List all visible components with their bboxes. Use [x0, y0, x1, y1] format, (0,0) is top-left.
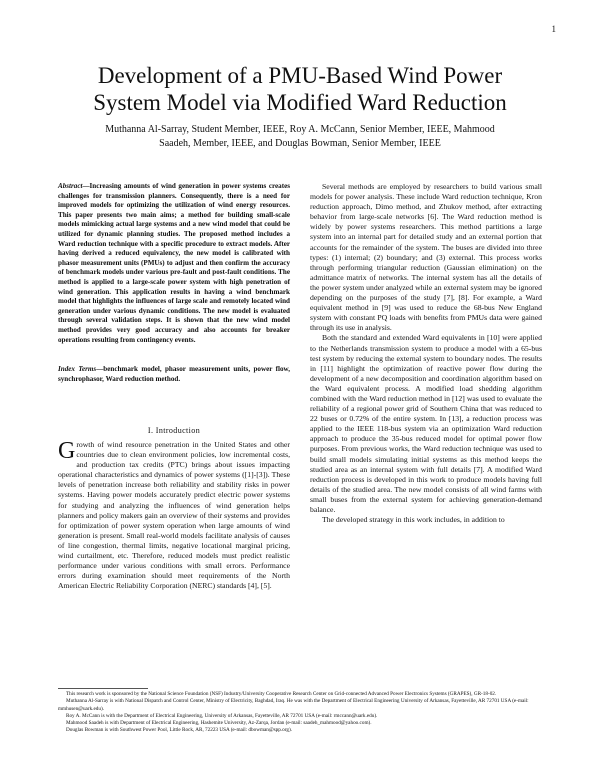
footnote-author-1: Muthanna Al-Sarray is with National Dispatch and Control Center, Ministry of Electricity, Baghdad, Iraq. He was with the Department of Electrical Engineering University of Arkansas, Fayetteville, AR 72701 USA (e-mail: mmhusen@uark.edu). [58, 698, 529, 712]
footnote-divider [58, 688, 148, 689]
intro-paragraph [58, 440, 290, 591]
right-column [310, 182, 542, 525]
authors-line-2: Saadeh, Member, IEEE, and Douglas Bowman, Senior Member, IEEE [159, 138, 441, 149]
abstract [58, 182, 290, 345]
footnotes [58, 691, 548, 735]
footnote-author-4: Douglas Bowman is with Southwest Power Pool, Little Rock, AR, 72223 USA (e-mail: dbowman@spp.org). [66, 727, 293, 734]
index-terms-text: —benchmark model, phasor measurement units, power flow, synchrophasor, Ward reduction method. [58, 365, 290, 383]
footnote-author-2: Roy A. McCann is with the Department of Electrical Engineering, University of Arkansas, Fayetteville, AR 72701 USA (e-mail: rmccann@uark.edu). [66, 712, 378, 719]
footnote-author-3: Mahmood Saadeh is with Department of Electrical Engineering, Hashemite University, Az-Zarqa, Jordan (e-mail: saadeh_mahmood@yahoo.com). [66, 720, 372, 727]
intro-dropcap: G [58, 438, 76, 464]
section-heading: I. Introduction [147, 426, 201, 435]
authors-line-1: Muthanna Al-Sarray, Student Member, IEEE, Roy A. McCann, Senior Member, IEEE, Mahmood [105, 124, 495, 135]
right-paragraph-3: The developed strategy in this work includes, in addition to [322, 515, 505, 525]
right-paragraph-2: Both the standard and extended Ward equivalents in [10] were applied to the Netherlands transmission system to produce a model with a 65-bus test system by reducing the external system to boundary nodes. The results in [11] highlight the optimization of reactive power flow during the development of a new decomposition and coordination algorithm based on the Ward equivalent process. A modified load shedding algorithm combined with the Ward reduction method in [12] was used to evaluate the reliability of a regional power grid of Southern China that was reduced to 22 buses or 0.72% of the entire system. In [13], a reduction process was applied to the IEEE 118-bus system via an optimization Ward reduction approach to produce the 35-bus reduced model for optimal power flow purposes. From previous works, the Ward reduction technique was used to build small models simulating initial systems as this method keeps the studied area as an internal system with full details [7]. A modified Ward reduction process is developed in this work to produce models having full details of the studied area. The new model consists of all wind farms with small buses from the external system for achieving generation-demand balance. [310, 333, 542, 514]
index-terms-label: Index Terms [58, 365, 97, 373]
abstract-text: —Increasing amounts of wind generation in power systems creates challenges for transmission planners. Consequently, there is a need for improved models for optimizing the utilization of wind energy resources. This paper presents two main aims; a method for building small-scale models mimicking actual large systems and a new wind model that could be utilized for dynamic planning studies. The proposed method includes a Ward reduction technique with a specific procedure to extract models. After having derived a reduced equivalency, the new model is calibrated with phasor measurement units (PMUs) to adjust and then confirm the accuracy of benchmark models under various pre-fault and post-fault conditions. The method is applied to a large-scale power system with high penetration of wind generation. This application results in having a wind benchmark model that highlights the influences of large scale and remotely located wind generation under various dynamic conditions. The new model is evaluated through several validation steps. It is shown that the new wind model method provides very good accuracy and also accounts for breaker operations resulting from contingency events. [58, 182, 290, 344]
paper-title [40, 62, 560, 116]
title-line-1: Development of a PMU-Based Wind Power [97, 63, 503, 88]
right-paragraph-1: Several methods are employed by researchers to build various small models for power analysis. These include Ward reduction technique, Kron reduction approach, Dimo method, and Zhukov method, after extracting behavior from large-scale networks [6]. The Ward reduction method is widely by power systems researchers. This method partitions a large system into an internal part for detailed study and an external portion that accounts for the remainder of the system. The buses are divided into three types: (1) internal; (2) boundary; and (3) external. This process works through performing triangular reduction (Gaussian elimination) on the admittance matrix of networks. The internal system has all the details of the power system under analyzed while an external system may be ignored depending on the purposes of the study [7], [8]. For example, a Ward equivalent method in [9] was used to reduce the 68-bus New England system with constant PQ loads with benefits from PMUs data were gained through its use in analysis. [310, 182, 542, 333]
index-terms [58, 365, 290, 384]
footnote-funding: This research work is sponsored by the National Science Foundation (NSF) Industry/University Cooperative Research Center on Grid-connected Advanced Power Electronics Systems (GRAPES), GR-18-02. [66, 691, 497, 697]
title-line-2: System Model via Modified Ward Reduction [93, 90, 507, 115]
abstract-label: Abstract [58, 182, 83, 190]
page-number: 1 [551, 24, 556, 34]
author-list [70, 123, 530, 151]
intro-text: rowth of wind resource penetration in the United States and other countries due to clean environment policies, low incremental costs, and production tax credits (PTC) brings about issues impacting operational characteristics and dynamics of power systems ([1]-[3]). These levels of penetration increase both reliability and stability risks in power systems. Having power models accurately predict electric power systems for studying and analyzing the influences of wind generation helps planners and policy makers gain an overview of their systems and provides for optimization of power system operation when large amounts of wind generation is present. Small real-world models facilitate analysis of causes of line congestion, thermal limits, negative locational marginal pricing, wind curtailment, etc. Therefore, reduced models must predict realistic performance under various conditions with small errors. Performance errors during examination should meet requirements of the North American Electric Reliability Corporation (NERC) standards [4], [5]. [58, 440, 290, 591]
